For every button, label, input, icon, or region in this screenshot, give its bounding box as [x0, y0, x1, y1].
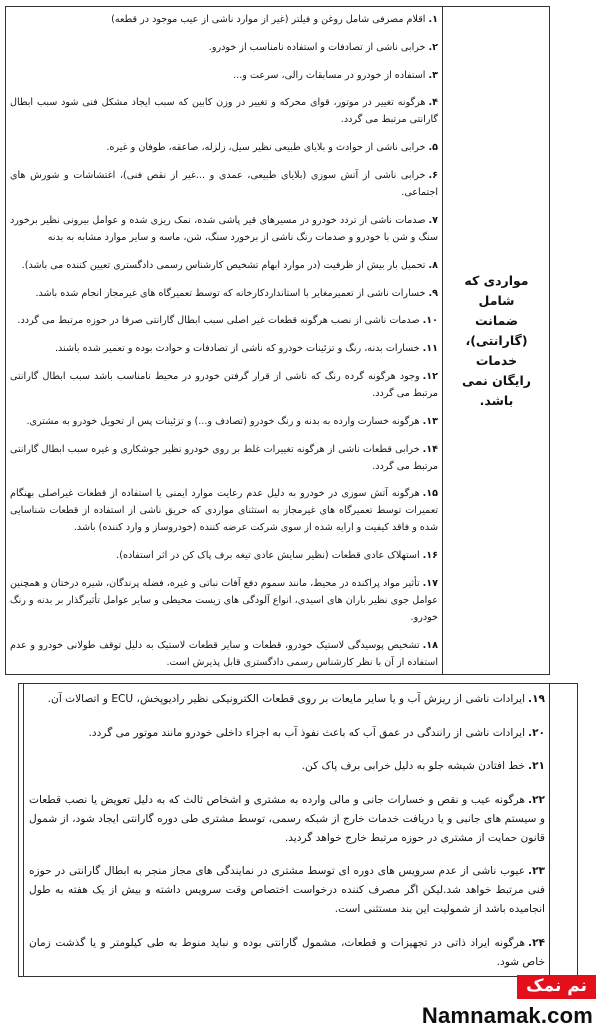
- item-number: ۱۵.: [422, 488, 438, 500]
- list-item: [10, 368, 438, 402]
- item-number: ۲۱.: [528, 760, 545, 773]
- item-text: تأثیر مواد پراکنده در محیط، مانند سموم دفع آفات نباتی و غیره، فضله پرندگان، شیره درختان و همچنین عوامل جوی نظیر باران های اسیدی، انواع آلودگی های زیست محیطی و سایر عوامل تأثیرگذار بر بدنه و رنگ خودرو.: [10, 578, 438, 623]
- item-text: ایرادات ناشی از ریزش آب و یا سایر مایعات بر روی قطعات الکترونیکی نظیر رادیوپخش، ECU و اتصالات آن.: [47, 693, 526, 705]
- brand-logo: نم نمک: [517, 975, 596, 999]
- list-item: [10, 547, 438, 564]
- item-text: هرگونه تغییر در موتور، قوای محرکه و تغییر در وزن کابین که سبب ایجاد مشکل فنی شود سبب ابطال گارانتی مرتبط می گردد.: [10, 97, 438, 126]
- list-item: [10, 285, 438, 302]
- item-text: خسارات بدنه، رنگ و تزئینات خودرو که ناشی از تصادفات و حوادث بوده و تعمیر شده باشند.: [54, 343, 420, 355]
- table-right-border: [549, 684, 550, 976]
- item-text: صدمات ناشی از نصب هرگونه قطعات غیر اصلی سبب ابطال گارانتی صرفا در حوزه مرتبط می گردد.: [17, 315, 420, 327]
- item-number: ۲۴.: [528, 936, 545, 949]
- item-text: عیوب ناشی از عدم سرویس های دوره ای توسط مشتری در نمایندگی های مجاز منجر به ابطال گارانتی در حوزه فنی مرتبط خواهد شد.لیکن اگر مصرف کننده درخواست اختصاص وقت سرویس داشته و بیش از یک هفته به طول انجامیده باشد از شمولیت این بند مستثنی است.: [29, 865, 545, 916]
- item-number: ۵.: [428, 142, 438, 154]
- exclusions-list-1: [10, 11, 438, 671]
- item-text: هرگونه آتش سوزی در خودرو به دلیل عدم رعایت موارد ایمنی یا استفاده از قطعات غیراصلی بهنگام تعمیرات توسط تعمیرگاه های غیرمجاز به استثنای مواردی که حریق ناشی از استفاده از قطعات شناسایی شده و فاقد کیفیت و ارایه شده از سوی شرکت عرضه کننده (خودروساز و وارد کننده) باشد.: [10, 488, 438, 534]
- item-text: هرگونه خسارت وارده به بدنه و رنگ خودرو (تصادف و...) و تزئینات پس از تحویل خودرو به مشتری.: [26, 415, 420, 427]
- item-number: ۳.: [428, 69, 438, 81]
- item-number: ۶.: [428, 170, 438, 182]
- list-item: [10, 139, 438, 156]
- item-text: اقلام مصرفی شامل روغن و فیلتر (غیر از موارد ناشی از عیب موجود در قطعه): [111, 14, 426, 25]
- item-number: ۱۷.: [422, 578, 438, 589]
- item-text: هرگونه عیب و نقص و خسارات جانی و مالی وارده به مشتری و اشخاص ثالث که به دلیل تعویض یا نصب قطعات و سیستم های جانبی و یا دریافت خدمات خارج از شبکه رسمی، توسط مشتری طی دوره گارانتی ایجاد شود، از شمول قانون حمایت از مشتری در حوزه مرتبط خارج خواهد گردید.: [29, 793, 545, 844]
- item-number: ۱۱.: [422, 343, 438, 355]
- site-watermark: Namnamak.com: [421, 1003, 593, 1028]
- item-text: تشخیص پوسیدگی لاستیک خودرو، قطعات و سایر قطعات لاستیک به دلیل توقف طولانی خودرو و عدم استفاده از آن با نظر کارشناس رسمی دادگستری قابل پذیرش است.: [10, 639, 438, 668]
- item-number: ۱۲.: [422, 370, 438, 382]
- item-number: ۲۰.: [528, 726, 545, 739]
- list-item: [10, 167, 438, 201]
- list-item: [10, 637, 438, 671]
- list-item: [10, 11, 438, 28]
- item-number: ۱۰.: [422, 315, 438, 327]
- list-item: [10, 575, 438, 626]
- list-item: [29, 791, 545, 848]
- item-text: خرابی ناشی از تصادفات و استفاده نامناسب از خودرو.: [208, 41, 426, 53]
- item-number: ۱۳.: [422, 415, 438, 427]
- item-number: ۹.: [428, 287, 438, 299]
- list-item: [29, 690, 545, 709]
- table-left-border: [23, 684, 24, 976]
- item-number: ۱۶.: [422, 550, 438, 562]
- item-number: ۷.: [428, 214, 438, 226]
- table-label-cell: [443, 7, 550, 674]
- item-text: هرگونه ایراد ذاتی در تجهیزات و قطعات، مشمول گارانتی بوده و نباید منوط به طی کیلومتر و یا گذشت زمان خاص شود.: [29, 936, 545, 968]
- item-number: ۱.: [428, 14, 438, 25]
- item-text: وجود هرگونه گرده رنگ که ناشی از قرار گرفتن خودرو در محیط نامناسب باشد سبب ابطال گارانتی مرتبط می گردد.: [10, 370, 438, 399]
- item-text: استهلاک عادی قطعات (نظیر سایش عادی تیغه برف پاک کن در اثر استفاده).: [116, 550, 420, 562]
- item-number: ۲.: [428, 41, 438, 53]
- item-number: ۸.: [428, 259, 438, 271]
- list-item: [10, 312, 438, 329]
- list-item: [10, 212, 438, 246]
- list-item: [10, 94, 438, 128]
- list-item: [10, 340, 438, 357]
- list-item: [10, 441, 438, 475]
- item-number: ۱۴.: [422, 443, 438, 455]
- list-item: [29, 724, 545, 743]
- item-text: استفاده از خودرو در مسابقات رالی، سرعت و...: [233, 69, 426, 81]
- list-item: [29, 934, 545, 972]
- item-text: خرابی قطعات ناشی از هرگونه تغییرات غلط بر روی خودرو نظیر جوشکاری و غیره سبب ابطال گارانتی مرتبط می گردد.: [10, 443, 438, 472]
- list-item: [10, 413, 438, 430]
- table-label: مواردی که شامل ضمانت (گارانتی)، خدمات رایگان نمی باشد.: [462, 272, 531, 408]
- item-number: ۱۹.: [528, 693, 545, 705]
- item-number: ۱۸.: [422, 639, 438, 651]
- item-number: ۲۳.: [528, 865, 545, 878]
- list-item: [10, 485, 438, 536]
- exclusions-table-2: [18, 683, 578, 977]
- item-text: ایرادات ناشی از رانندگی در عمق آب که باعث نفوذ آب به اجزاء داخلی خودرو مانند موتور می گردد.: [88, 726, 526, 739]
- list-item: [10, 39, 438, 56]
- item-number: ۲۲.: [528, 793, 545, 806]
- list-item: [10, 67, 438, 84]
- list-item: [29, 757, 545, 776]
- item-text: صدمات ناشی از تردد خودرو در مسیرهای قیر پاشی شده، نمک ریزی شده و عوامل بیرونی نظیر برخورد سنگ و شن با خودرو و صدمات رنگ ناشی از برخورد سنگ، شن، ماسه و سایر موارد مشابه به بدنه: [10, 214, 438, 243]
- item-text: تحمیل بار بیش از ظرفیت (در موارد ابهام تشخیص کارشناس رسمی دادگستری تعیین کننده می باشد).: [21, 259, 426, 271]
- item-text: خرابی ناشی از آتش سوزی (بلایای طبیعی، عمدی و ...غیر از نقص فنی)، اغتشاشات و شورش های اجتماعی.: [10, 170, 438, 199]
- item-text: خسارات ناشی از تعمیرمغایر با استانداردکارخانه که توسط تعمیرگاه های غیرمجاز انجام شده باشد.: [35, 287, 426, 299]
- exclusions-list-2: [29, 690, 545, 972]
- item-text: خرابی ناشی از حوادث و بلایای طبیعی نظیر سیل، زلزله، صاعقه، طوفان و غیره.: [106, 142, 426, 154]
- exclusions-table-1: [5, 6, 550, 675]
- item-text: خط افتادن شیشه جلو به دلیل خرابی برف پاک کن.: [301, 760, 526, 773]
- item-number: ۴.: [428, 97, 438, 109]
- list-item: [29, 862, 545, 919]
- list-item: [10, 257, 438, 274]
